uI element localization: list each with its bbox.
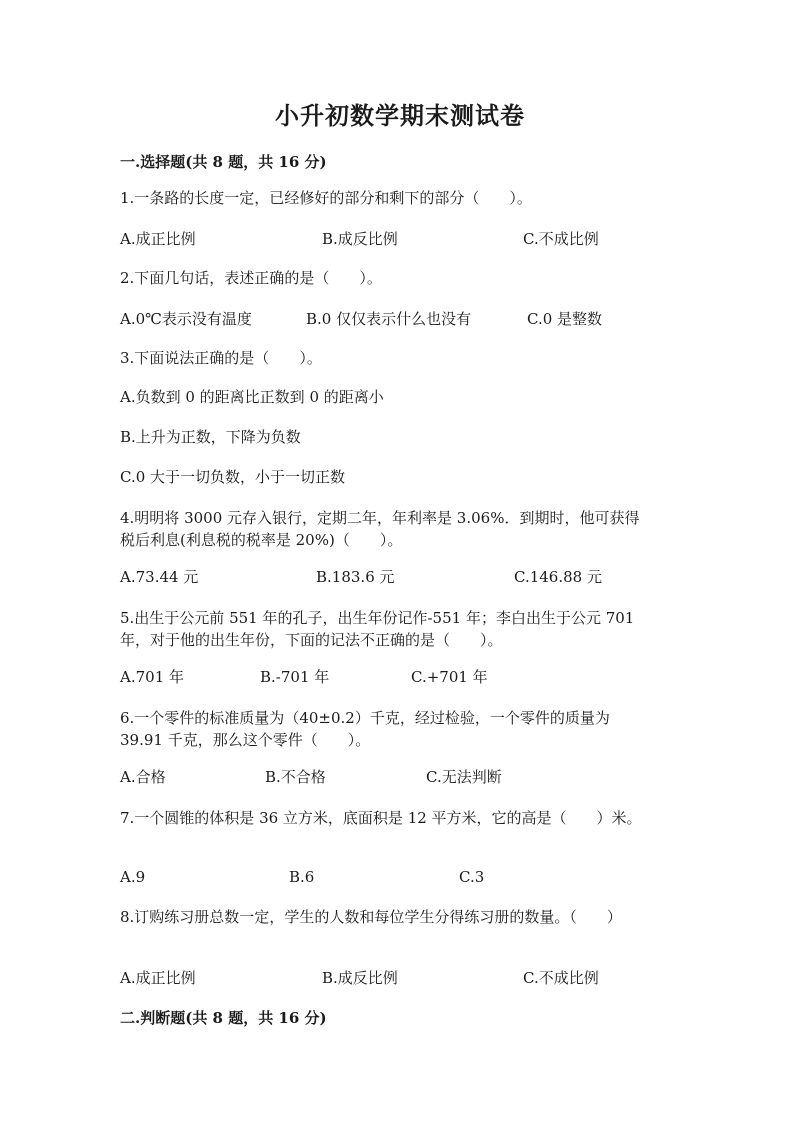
question-8-line-1: 8.订购练习册总数一定，学生的人数和每位学生分得练习册的数量。（ ） bbox=[120, 908, 622, 926]
question-2-option-a: A.0℃表示没有温度 bbox=[120, 310, 252, 328]
question-4-option-a: A.73.44 元 bbox=[120, 568, 199, 586]
question-6-line-2: 39.91 千克，那么这个零件（ ）。 bbox=[120, 731, 371, 749]
question-8-option-a: A.成正比例 bbox=[120, 969, 196, 987]
question-5-line-1: 5.出生于公元前 551 年的孔子，出生年份记作-551 年；李白出生于公元 701 bbox=[120, 609, 635, 627]
question-5-option-a: A.701 年 bbox=[120, 668, 184, 686]
question-1-option-a: A.成正比例 bbox=[120, 230, 196, 248]
question-7-option-a: A.9 bbox=[120, 868, 146, 886]
question-5-option-c: C.+701 年 bbox=[411, 668, 488, 686]
question-6-option-c: C.无法判断 bbox=[426, 768, 502, 786]
question-6-line-1: 6.一个零件的标准质量为（40±0.2）千克，经过检验，一个零件的质量为 bbox=[120, 709, 610, 727]
question-4-line-2: 税后利息(利息税的税率是 20%)（ ）。 bbox=[120, 531, 403, 549]
question-8-option-c: C.不成比例 bbox=[523, 969, 599, 987]
question-7-option-c: C.3 bbox=[459, 868, 485, 886]
question-3-line-1: 3.下面说法正确的是（ ）。 bbox=[120, 349, 322, 367]
question-4-option-b: B.183.6 元 bbox=[316, 568, 395, 586]
question-1-option-b: B.成反比例 bbox=[322, 230, 398, 248]
section-heading-multiple-choice: 一.选择题(共 8 题，共 16 分) bbox=[120, 153, 327, 171]
question-5-line-2: 年，对于他的出生年份，下面的记法不正确的是（ ）。 bbox=[120, 631, 503, 649]
question-6-option-a: A.合格 bbox=[120, 768, 166, 786]
question-3-option-b: B.上升为正数，下降为负数 bbox=[120, 428, 301, 446]
question-7-option-b: B.6 bbox=[289, 868, 315, 886]
question-4-line-1: 4.明明将 3000 元存入银行，定期二年，年利率是 3.06%．到期时，他可获得 bbox=[120, 509, 640, 527]
question-2-option-c: C.0 是整数 bbox=[527, 310, 603, 328]
question-5-option-b: B.-701 年 bbox=[260, 668, 330, 686]
question-4-option-c: C.146.88 元 bbox=[514, 568, 602, 586]
question-8-option-b: B.成反比例 bbox=[322, 969, 398, 987]
question-2-line-1: 2.下面几句话，表述正确的是（ ）。 bbox=[120, 269, 382, 287]
question-1-option-c: C.不成比例 bbox=[523, 230, 599, 248]
question-1-line-1: 1.一条路的长度一定，已经修好的部分和剩下的部分（ ）。 bbox=[120, 189, 532, 207]
page-title: 小升初数学期末测试卷 bbox=[275, 101, 525, 130]
question-3-option-c: C.0 大于一切负数，小于一切正数 bbox=[120, 468, 346, 486]
question-3-option-a: A.负数到 0 的距离比正数到 0 的距离小 bbox=[120, 388, 384, 406]
question-6-option-b: B.不合格 bbox=[265, 768, 326, 786]
section-heading-true-false: 二.判断题(共 8 题，共 16 分) bbox=[120, 1009, 327, 1027]
question-2-option-b: B.0 仅仅表示什么也没有 bbox=[306, 310, 472, 328]
question-7-line-1: 7.一个圆锥的体积是 36 立方米，底面积是 12 平方米，它的高是（ ）米。 bbox=[120, 809, 642, 827]
